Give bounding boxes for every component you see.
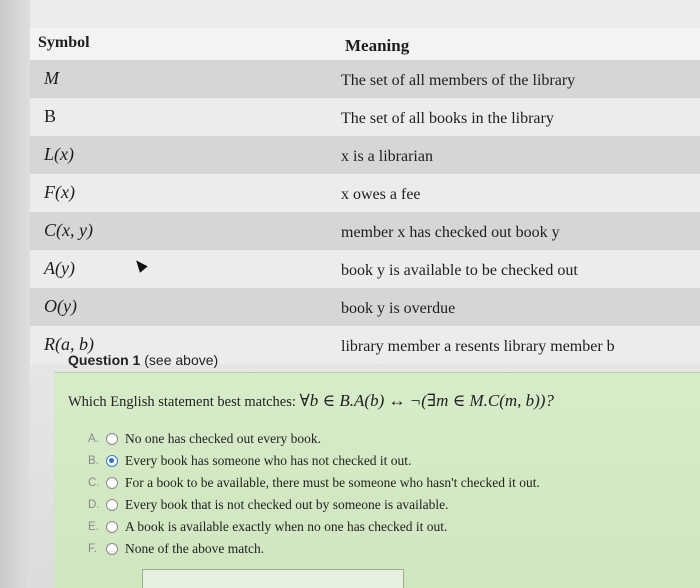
table-row: [30, 136, 700, 174]
row-symbol: B: [44, 106, 57, 126]
row-meaning: member x has checked out book y: [341, 224, 560, 241]
prompt-formula: ∀b ∈ B.A(b) ↔ ¬(∃m ∈ M.C(m, b))?: [299, 391, 554, 410]
option-text: Every book that is not checked out by someone is available.: [125, 497, 449, 512]
row-meaning: book y is overdue: [341, 300, 456, 317]
row-symbol: C(x, y): [44, 220, 93, 240]
row-meaning: The set of all books in the library: [341, 110, 554, 127]
radio-button[interactable]: [106, 499, 118, 511]
option-text: No one has checked out every book.: [125, 431, 322, 446]
table-row: [30, 212, 700, 250]
option-text: None of the above match.: [125, 541, 265, 556]
answer-option-b[interactable]: [88, 451, 411, 471]
option-letter: F.: [88, 543, 97, 555]
radio-button-selected[interactable]: [106, 455, 118, 467]
row-meaning: book y is available to be checked out: [341, 262, 578, 279]
option-letter: E.: [88, 521, 99, 533]
row-symbol: A(y): [44, 258, 75, 278]
radio-button[interactable]: [106, 521, 118, 533]
table-row: [30, 98, 700, 136]
row-meaning: The set of all members of the library: [341, 72, 576, 89]
row-meaning: library member a resents library member b: [341, 338, 615, 355]
header-meaning: Meaning: [345, 36, 410, 55]
answer-option-e[interactable]: [88, 517, 447, 537]
table-header: [30, 28, 700, 60]
table-row: [30, 288, 700, 326]
question-note: (see above): [144, 352, 219, 368]
symbol-table: [30, 28, 700, 364]
question-prompt: [68, 391, 554, 411]
row-meaning: x owes a fee: [341, 186, 421, 203]
radio-button[interactable]: [106, 543, 118, 555]
answer-option-a[interactable]: [88, 429, 321, 449]
answer-option-f[interactable]: [88, 539, 264, 559]
row-symbol: L(x): [44, 144, 74, 164]
row-symbol: F(x): [44, 182, 75, 202]
option-text: A book is available exactly when no one has checked it out.: [125, 519, 448, 534]
row-symbol: M: [44, 68, 59, 88]
header-symbol: Symbol: [38, 34, 90, 51]
answer-option-d[interactable]: [88, 495, 449, 515]
answer-input-box[interactable]: [142, 569, 404, 588]
table-row: [30, 60, 700, 98]
left-edge-shadow: [0, 0, 30, 588]
table-row: [30, 174, 700, 212]
option-text: For a book to be available, there must be someone who hasn't checked it out.: [125, 475, 540, 490]
row-symbol: O(y): [44, 296, 77, 316]
option-text: Every book has someone who has not checked it out.: [125, 453, 412, 468]
option-letter: C.: [88, 477, 100, 489]
question-title: [68, 352, 218, 368]
radio-button[interactable]: [106, 433, 118, 445]
question-panel: [54, 372, 700, 588]
prompt-text: Which English statement best matches:: [68, 394, 296, 410]
answer-option-c[interactable]: [88, 473, 540, 493]
table-row: [30, 250, 700, 288]
radio-button[interactable]: [106, 477, 118, 489]
option-letter: D.: [88, 499, 100, 511]
row-meaning: x is a librarian: [341, 148, 433, 165]
option-letter: B.: [88, 455, 99, 467]
question-number: Question 1: [68, 352, 141, 368]
option-letter: A.: [88, 433, 99, 445]
row-symbol: R(a, b): [44, 334, 94, 354]
